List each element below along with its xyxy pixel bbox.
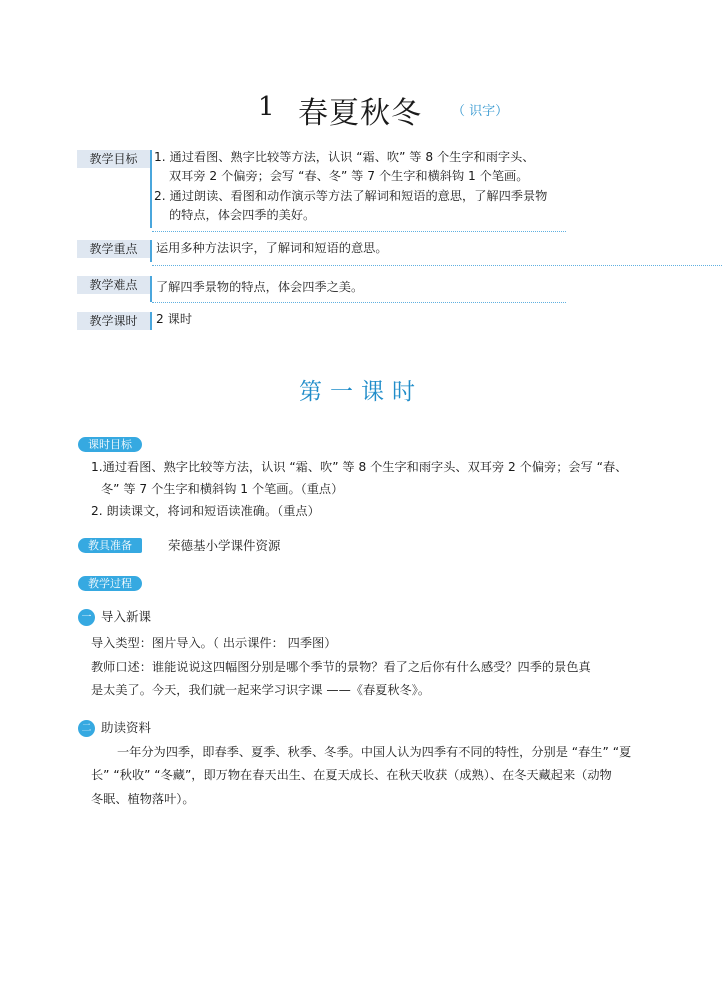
- lesson-goals-tag: 课时目标: [78, 437, 142, 452]
- prep-text: 荣德基小学课件资源: [168, 538, 281, 553]
- section-line: 冬眠、植物落叶）。: [91, 792, 195, 806]
- section-line: 长” “秋收” “冬藏”，即万物在春天出生、在夏天成长、在秋天收获（成熟）、在冬天藏起来（动物: [91, 768, 612, 782]
- divider-line: [152, 231, 566, 232]
- hours-label: 教学课时: [77, 312, 150, 330]
- goal-line-3: 2. 通过朗读、看图和动作演示等方法了解词和短语的意思，了解四季景物: [154, 189, 548, 203]
- divider-line: [152, 265, 722, 266]
- process-tag: 教学过程: [78, 576, 142, 591]
- lesson-goal-line-1: 1.通过看图、熟字比较等方法，认识 “霜、吹” 等 8 个生字和雨字头、双耳旁 2 个偏旁；会写 “春、: [91, 460, 628, 474]
- section-title: 导入新课: [101, 609, 152, 624]
- page-subtitle: （ 识字）: [452, 104, 509, 119]
- goal-line-1: 1. 通过看图、熟字比较等方法，认识 “霜、吹” 等 8 个生字和雨字头、: [154, 150, 535, 164]
- lesson-heading: 第一课时: [299, 379, 423, 405]
- section-number-badge: 二: [78, 720, 95, 737]
- focus-label: 教学重点: [77, 240, 150, 258]
- difficulty-divider: [150, 276, 152, 302]
- difficulty-text: 了解四季景物的特点，体会四季之美。: [156, 280, 364, 294]
- lesson-goal-line-2: 冬” 等 7 个生字和横斜钩 1 个笔画。（重点）: [101, 482, 344, 496]
- focus-text: 运用多种方法识字，了解词和短语的意思。: [156, 241, 388, 255]
- section-line: 一年分为四季，即春季、夏季、秋季、冬季。中国人认为四季有不同的特性，分别是 “春生” “夏: [117, 745, 632, 759]
- page-title: 春夏秋冬: [298, 96, 422, 131]
- section-line: 教师口述：谁能说说这四幅图分别是哪个季节的景物？看了之后你有什么感受？四季的景色真: [91, 660, 591, 674]
- lesson-goal-line-3: 2. 朗读课文，将词和短语读准确。（重点）: [91, 504, 320, 518]
- hours-divider: [150, 312, 152, 330]
- section-line: 是太美了。今天，我们就一起来学习识字课 ——《春夏秋冬》。: [91, 683, 431, 697]
- goal-line-2: 双耳旁 2 个偏旁；会写 “春、冬” 等 7 个生字和横斜钩 1 个笔画。: [169, 169, 529, 183]
- goals-label: 教学目标: [77, 150, 150, 168]
- lesson-number: 1: [258, 92, 275, 122]
- section-line: 导入类型：图片导入。（ 出示课件： 四季图）: [91, 636, 337, 650]
- goal-line-4: 的特点，体会四季的美好。: [169, 208, 316, 222]
- difficulty-label: 教学难点: [77, 276, 150, 294]
- divider-line: [152, 302, 566, 303]
- hours-text: 2 课时: [156, 312, 193, 326]
- section-number-badge: 一: [78, 609, 95, 626]
- prep-tag: 教具准备: [78, 538, 142, 553]
- goals-divider: [150, 150, 152, 228]
- section-title: 助读资料: [101, 720, 152, 735]
- focus-divider: [150, 240, 152, 262]
